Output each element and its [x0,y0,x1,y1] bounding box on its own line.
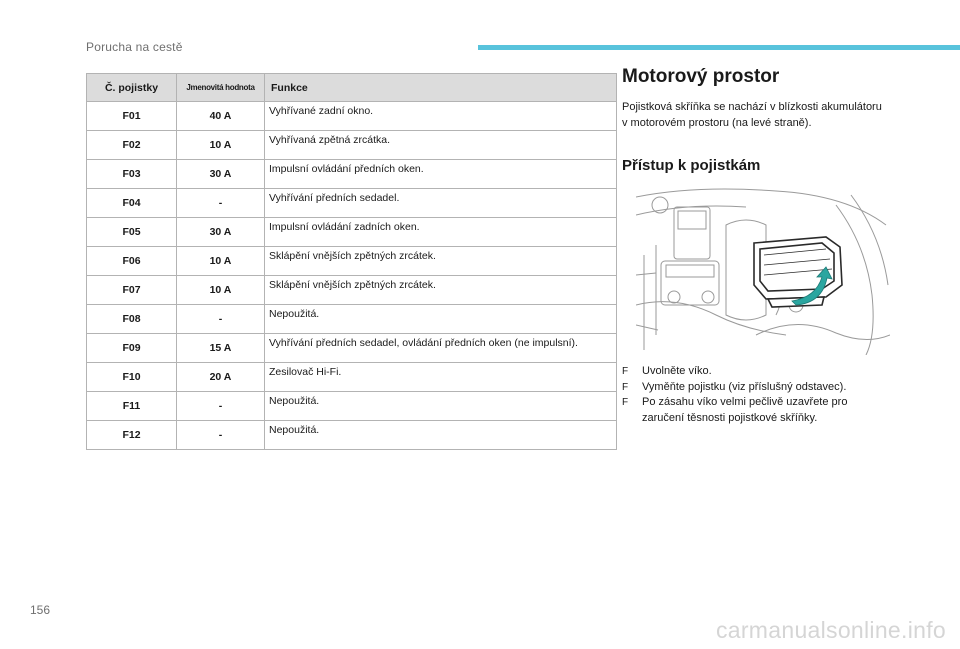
fuse-function: Sklápění vnějších zpětných zrcátek. [265,247,617,276]
page-number: 156 [30,603,51,617]
step-text: Uvolněte víko. [642,365,712,377]
step-text: Po zásahu víko velmi pečlivě uzavřete pro zaručení těsnosti pojistkové skříňky. [642,396,848,424]
fuse-rating: 10 A [177,131,265,160]
fuse-rating: - [177,392,265,421]
list-item [622,364,890,380]
fuse-function: Nepoužitá. [265,305,617,334]
fuse-number: F02 [87,131,177,160]
column-header-number: Č. pojistky [87,74,177,102]
fuse-rating: - [177,305,265,334]
intro-paragraph: Pojistková skříňka se nachází v blízkosti akumulátoru v motorovém prostoru (na levé straně). [622,101,882,129]
table-row [87,363,617,392]
engine-fusebox-illustration [636,185,890,355]
fuse-rating: 30 A [177,160,265,189]
fuse-number: F06 [87,247,177,276]
column-header-rating: Jmenovitá hodnota [177,74,265,102]
table-row [87,392,617,421]
table-row [87,276,617,305]
step-text: Vyměňte pojistku (viz příslušný odstavec). [642,380,847,393]
table-row [87,305,617,334]
fuse-table [86,73,617,450]
table-row [87,334,617,363]
fuse-function: Nepoužitá. [265,392,617,421]
fuse-function: Vyhřívaná zpětná zrcátka. [265,131,617,160]
fuse-number: F07 [87,276,177,305]
fuse-number: F04 [87,189,177,218]
fuse-function: Sklápění vnějších zpětných zrcátek. [265,276,617,305]
fuse-number: F01 [87,102,177,131]
fuse-function: Vyhřívání předních sedadel. [265,189,617,218]
section-title: Motorový prostor [622,66,780,87]
table-row [87,131,617,160]
fuse-function: Nepoužitá. [265,421,617,450]
steps-list [622,364,890,426]
subsection-title: Přístup k pojistkám [622,157,761,174]
bullet-marker: F [622,397,629,408]
table-row [87,102,617,131]
fuse-number: F03 [87,160,177,189]
fuse-rating: 40 A [177,102,265,131]
table-row [87,421,617,450]
fuse-rating: - [177,189,265,218]
fuse-function: Impulsní ovládání zadních oken. [265,218,617,247]
fuse-rating: 10 A [177,247,265,276]
fuse-function: Impulsní ovládání předních oken. [265,160,617,189]
fuse-number: F09 [87,334,177,363]
fuse-rating: 10 A [177,276,265,305]
fuse-rating: 15 A [177,334,265,363]
fuse-number: F12 [87,421,177,450]
fuse-rating: - [177,421,265,450]
fuse-function: Vyhřívané zadní okno. [265,102,617,131]
fuse-rating: 20 A [177,363,265,392]
fuse-number: F10 [87,363,177,392]
fuse-function: Zesilovač Hi-Fi. [265,363,617,392]
table-row [87,247,617,276]
fuse-number: F11 [87,392,177,421]
list-item [622,380,890,396]
header-title: Porucha na cestě [86,40,183,54]
fuse-function: Vyhřívání předních sedadel, ovládání předních oken (ne impulsní). [265,334,617,363]
table-row [87,218,617,247]
fuse-rating: 30 A [177,218,265,247]
header-accent-bar [478,45,960,50]
fuse-number: F05 [87,218,177,247]
bullet-marker: F [622,381,629,393]
table-row [87,160,617,189]
table-header-row [87,74,617,102]
list-item [622,395,890,426]
bullet-marker: F [622,366,629,377]
fuse-number: F08 [87,305,177,334]
watermark: carmanualsonline.info [715,617,946,643]
column-header-function: Funkce [265,74,617,102]
table-row [87,189,617,218]
